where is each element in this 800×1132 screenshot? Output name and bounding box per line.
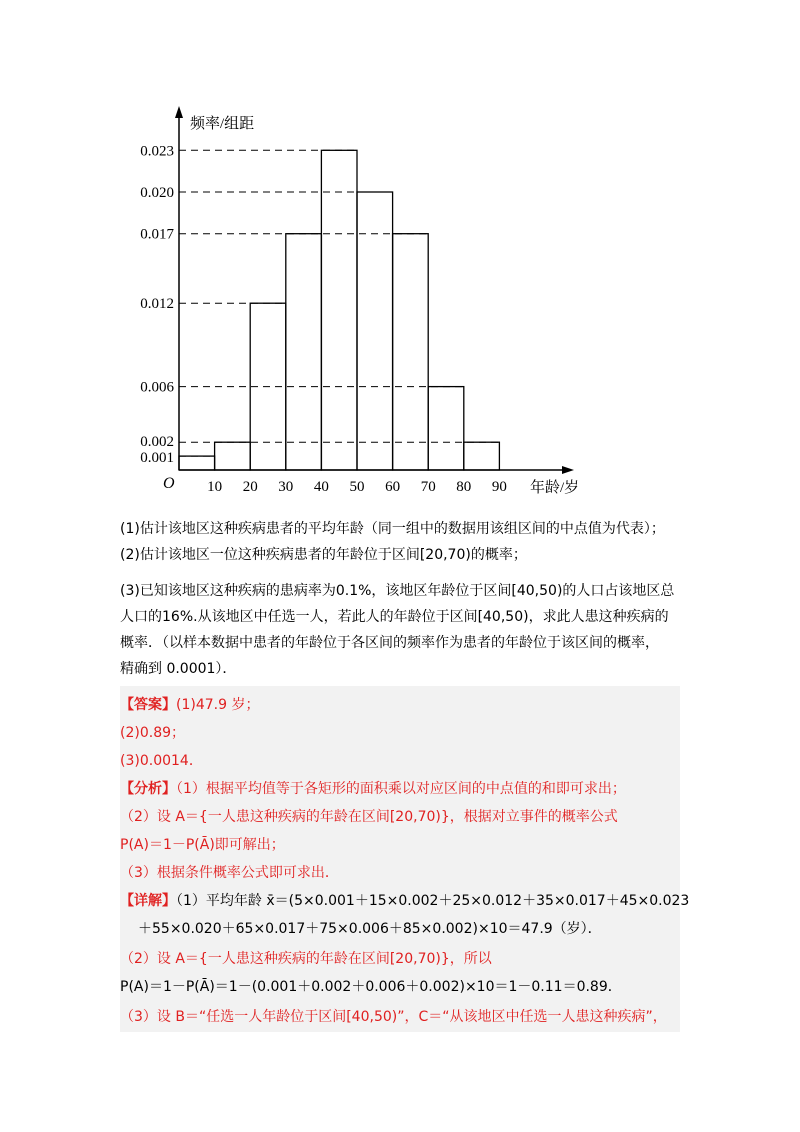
answer-2: (2)0.89； xyxy=(120,725,186,741)
histogram-chart xyxy=(0,0,800,510)
y-tick-labels xyxy=(140,143,174,466)
x-axis-title: 年龄/岁 xyxy=(530,480,580,496)
x-tick-label: 80 xyxy=(456,479,472,495)
y-axis-arrow xyxy=(175,106,183,118)
x-axis-arrow xyxy=(562,466,574,474)
detail-2a: （2）设 A＝{一人患这种疾病的年龄在区间[20,70)}，所以 xyxy=(120,951,492,967)
detail-2b: P(A)＝1－P(Ā)＝1－(0.001＋0.002＋0.006＋0.002)×10＝1－0.11＝0.89． xyxy=(120,979,622,995)
x-tick-label: 10 xyxy=(207,479,223,495)
question-2: (2)估计该地区一位这种疾病患者的年龄位于区间[20,70)的概率； xyxy=(120,547,527,563)
detail-1a: （1）平均年龄 x̄＝(5×0.001＋15×0.002＋25×0.012＋35×0.017＋45×0.023 xyxy=(176,893,690,909)
answer-panel xyxy=(120,686,690,1032)
axes xyxy=(175,106,574,474)
axis-labels xyxy=(163,115,579,496)
x-tick-labels xyxy=(207,479,507,495)
analysis-tag: 【分析】 xyxy=(120,781,176,797)
analysis-2a: （2）设 A＝{一人患这种疾病的年龄在区间[20,70)}，根据对立事件的概率公式 xyxy=(120,809,618,825)
question-1: (1)估计该地区这种疾病患者的平均年龄（同一组中的数据用该组区间的中点值为代表）； xyxy=(120,521,665,537)
analysis-1: （1）根据平均值等于各矩形的面积乘以对应区间的中点值的和即可求出； xyxy=(176,781,626,797)
origin-label: O xyxy=(163,475,175,492)
bar-60-70 xyxy=(393,234,429,470)
x-tick-label: 70 xyxy=(420,479,436,495)
analysis-2b: P(A)＝1－P(Ā)即可解出； xyxy=(120,837,285,853)
question-3-line-2: 人口的16%.从该地区中任选一人，若此人的年龄位于区间[40,50)，求此人患这种疾病的 xyxy=(120,609,669,625)
bar-40-50 xyxy=(321,150,357,470)
answer-tag: 【答案】 xyxy=(120,697,176,713)
y-tick-label: 0.020 xyxy=(140,185,174,201)
y-axis-title: 频率/组距 xyxy=(190,116,255,132)
detail-3: （3）设 B＝“任选一人年龄位于区间[40,50)”，C＝“从该地区中任选一人患这种疾病”， xyxy=(120,1009,667,1025)
y-tick-label: 0.012 xyxy=(140,296,174,313)
x-tick-label: 90 xyxy=(491,479,507,495)
bar-0-10 xyxy=(179,456,215,470)
x-tick-label: 30 xyxy=(278,479,294,495)
bar-30-40 xyxy=(286,234,322,470)
answer-3: (3)0.0014． xyxy=(120,753,203,769)
detail-1b: ＋55×0.020＋65×0.017＋75×0.006＋85×0.002)×10＝47.9（岁）． xyxy=(138,921,602,937)
bar-70-80 xyxy=(428,387,464,470)
detail-line xyxy=(120,890,689,910)
analysis-line xyxy=(120,778,626,798)
y-tick-label: 0.006 xyxy=(140,379,174,396)
histogram-bars xyxy=(179,150,499,470)
bar-10-20 xyxy=(215,442,251,470)
detail-tag: 【详解】 xyxy=(120,893,176,909)
answer-line xyxy=(120,694,259,714)
x-tick-label: 60 xyxy=(385,479,401,495)
y-tick-label: 0.023 xyxy=(140,143,174,160)
bar-80-90 xyxy=(464,442,500,470)
answer-1: (1)47.9 岁； xyxy=(176,697,260,713)
y-tick-label: 0.017 xyxy=(140,226,174,243)
x-tick-label: 50 xyxy=(349,479,365,495)
y-tick-label: 0.001 xyxy=(140,450,174,467)
question-3-line-1: (3)已知该地区这种疾病的患病率为0.1%，该地区年龄位于区间[40,50)的人口占该地区总 xyxy=(120,583,675,599)
question-3-line-3: 概率．（以样本数据中患者的年龄位于各区间的频率作为患者的年龄位于该区间的概率， xyxy=(120,635,659,651)
x-tick-label: 20 xyxy=(242,479,258,495)
analysis-3: （3）根据条件概率公式即可求出． xyxy=(120,865,339,881)
question-3-line-4: 精确到 0.0001）． xyxy=(120,661,237,677)
y-tick-label: 0.002 xyxy=(140,434,174,451)
x-tick-label: 40 xyxy=(313,479,329,495)
dashed-guides xyxy=(179,150,499,456)
